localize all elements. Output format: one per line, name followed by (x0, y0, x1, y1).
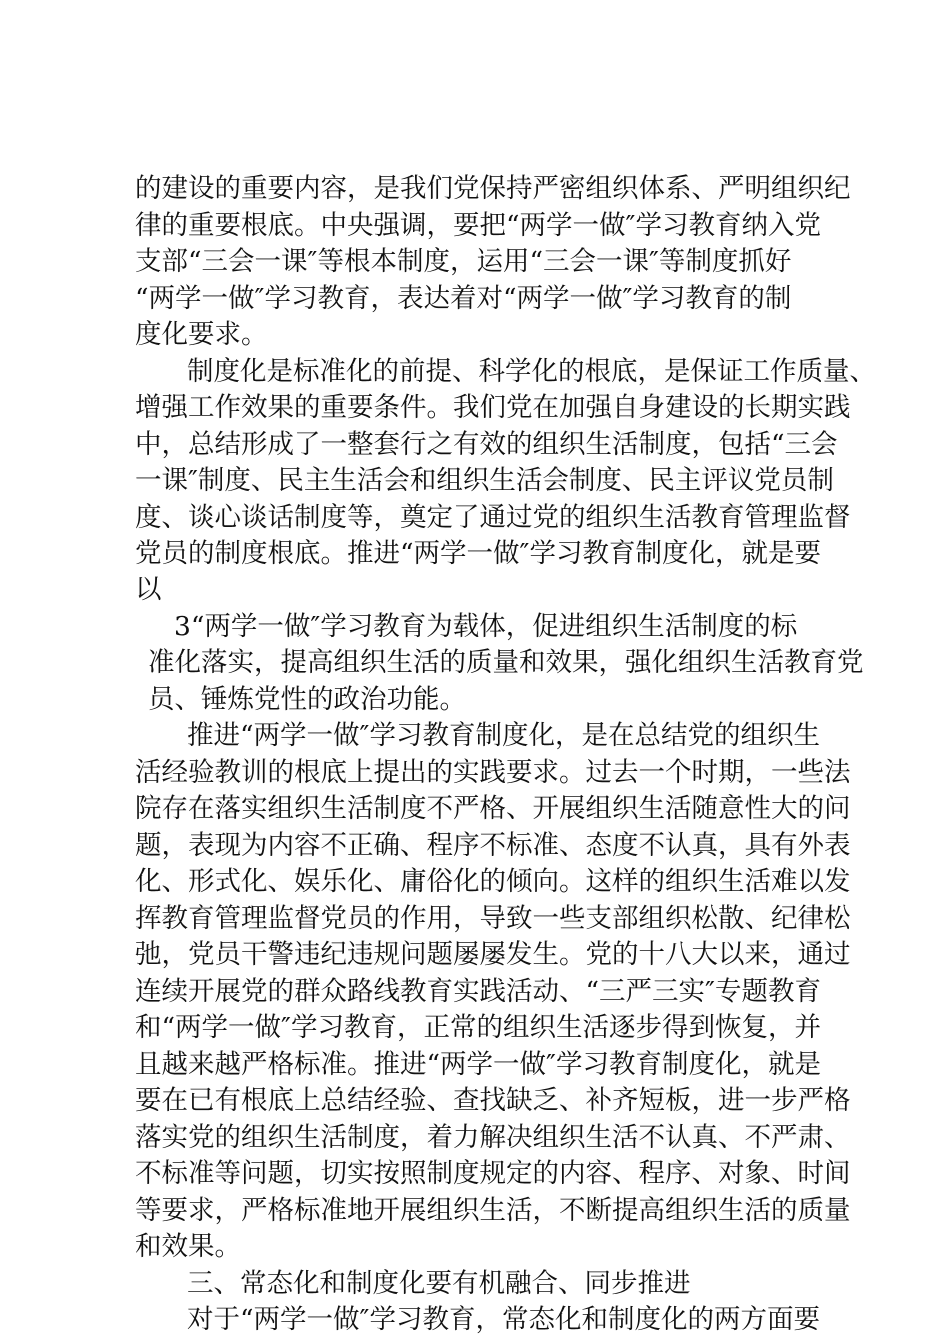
text-line: 中，总结形成了一整套行之有效的组织生活制度，包括“三会 (135, 429, 838, 460)
text-line: “两学一做″学习教育，表达着对“两学一做″学习教育的制 (135, 283, 792, 314)
text-line: 一课″制度、民主生活会和组织生活会制度、民主评议党员制 (135, 465, 834, 496)
paragraph-start-line: 对于“两学一做″学习教育，常态化和制度化的两方面要 (187, 1304, 820, 1335)
section-heading: 三、常态化和制度化要有机融合、同步推进 (187, 1268, 691, 1299)
text-line: 弛，党员干警违纪违规问题屡屡发生。党的十八大以来，通过 (135, 939, 851, 970)
text-line: 不标准等问题，切实按照制度规定的内容、程序、对象、时间 (135, 1158, 851, 1189)
text-line: 增强工作效果的重要条件。我们党在加强自身建设的长期实践 (135, 392, 851, 423)
text-line: 度、谈心谈话制度等，奠定了通过党的组织生活教育管理监督 (135, 502, 851, 533)
text-line: 等要求，严格标准地开展组织生活，不断提高组织生活的质量 (135, 1195, 851, 1226)
text-line: 要在已有根底上总结经验、查找缺乏、补齐短板，进一步严格 (135, 1085, 851, 1116)
text-line: 律的重要根底。中央强调，要把“两学一做″学习教育纳入党 (135, 210, 821, 241)
text-line: 支部“三会一课″等根本制度，运用“三会一课″等制度抓好 (135, 246, 792, 277)
paragraph-start-line: 制度化是标准化的前提、科学化的根底，是保证工作质量、 (187, 356, 876, 387)
text-line: 连续开展党的群众路线教育实践活动、“三严三实″专题教育 (135, 976, 821, 1007)
text-line: 挥教育管理监督党员的作用，导致一些支部组织松散、纪律松 (135, 903, 851, 934)
text-line: 且越来越严格标准。推进“两学一做″学习教育制度化，就是 (135, 1049, 821, 1080)
paragraph-start-line: 3“两学一做″学习教育为载体，促进组织生活制度的标 (174, 611, 798, 642)
paragraph-start-line: 推进“两学一做″学习教育制度化，是在总结党的组织生 (187, 720, 820, 751)
text-line: 院存在落实组织生活制度不严格、开展组织生活随意性大的问 (135, 793, 851, 824)
text-line: 的建设的重要内容，是我们党保持严密组织体系、严明组织纪 (135, 173, 851, 204)
text-line: 活经验教训的根底上提出的实践要求。过去一个时期，一些法 (135, 757, 851, 788)
text-line: 以 (135, 574, 162, 605)
text-line: 党员的制度根底。推进“两学一做″学习教育制度化，就是要 (135, 538, 821, 569)
text-line: 准化落实，提高组织生活的质量和效果，强化组织生活教育党 (148, 647, 864, 678)
text-line: 化、形式化、娱乐化、庸俗化的倾向。这样的组织生活难以发 (135, 866, 851, 897)
text-line: 和效果。 (135, 1231, 241, 1262)
text-line: 度化要求。 (135, 319, 268, 350)
text-line: 员、锤炼党性的政治功能。 (148, 684, 466, 715)
text-line: 题，表现为内容不正确、程序不标准、态度不认真，具有外表 (135, 830, 851, 861)
text-line: 落实党的组织生活制度，着力解决组织生活不认真、不严肃、 (135, 1122, 851, 1153)
text-line: 和“两学一做″学习教育，正常的组织生活逐步得到恢复，并 (135, 1012, 821, 1043)
